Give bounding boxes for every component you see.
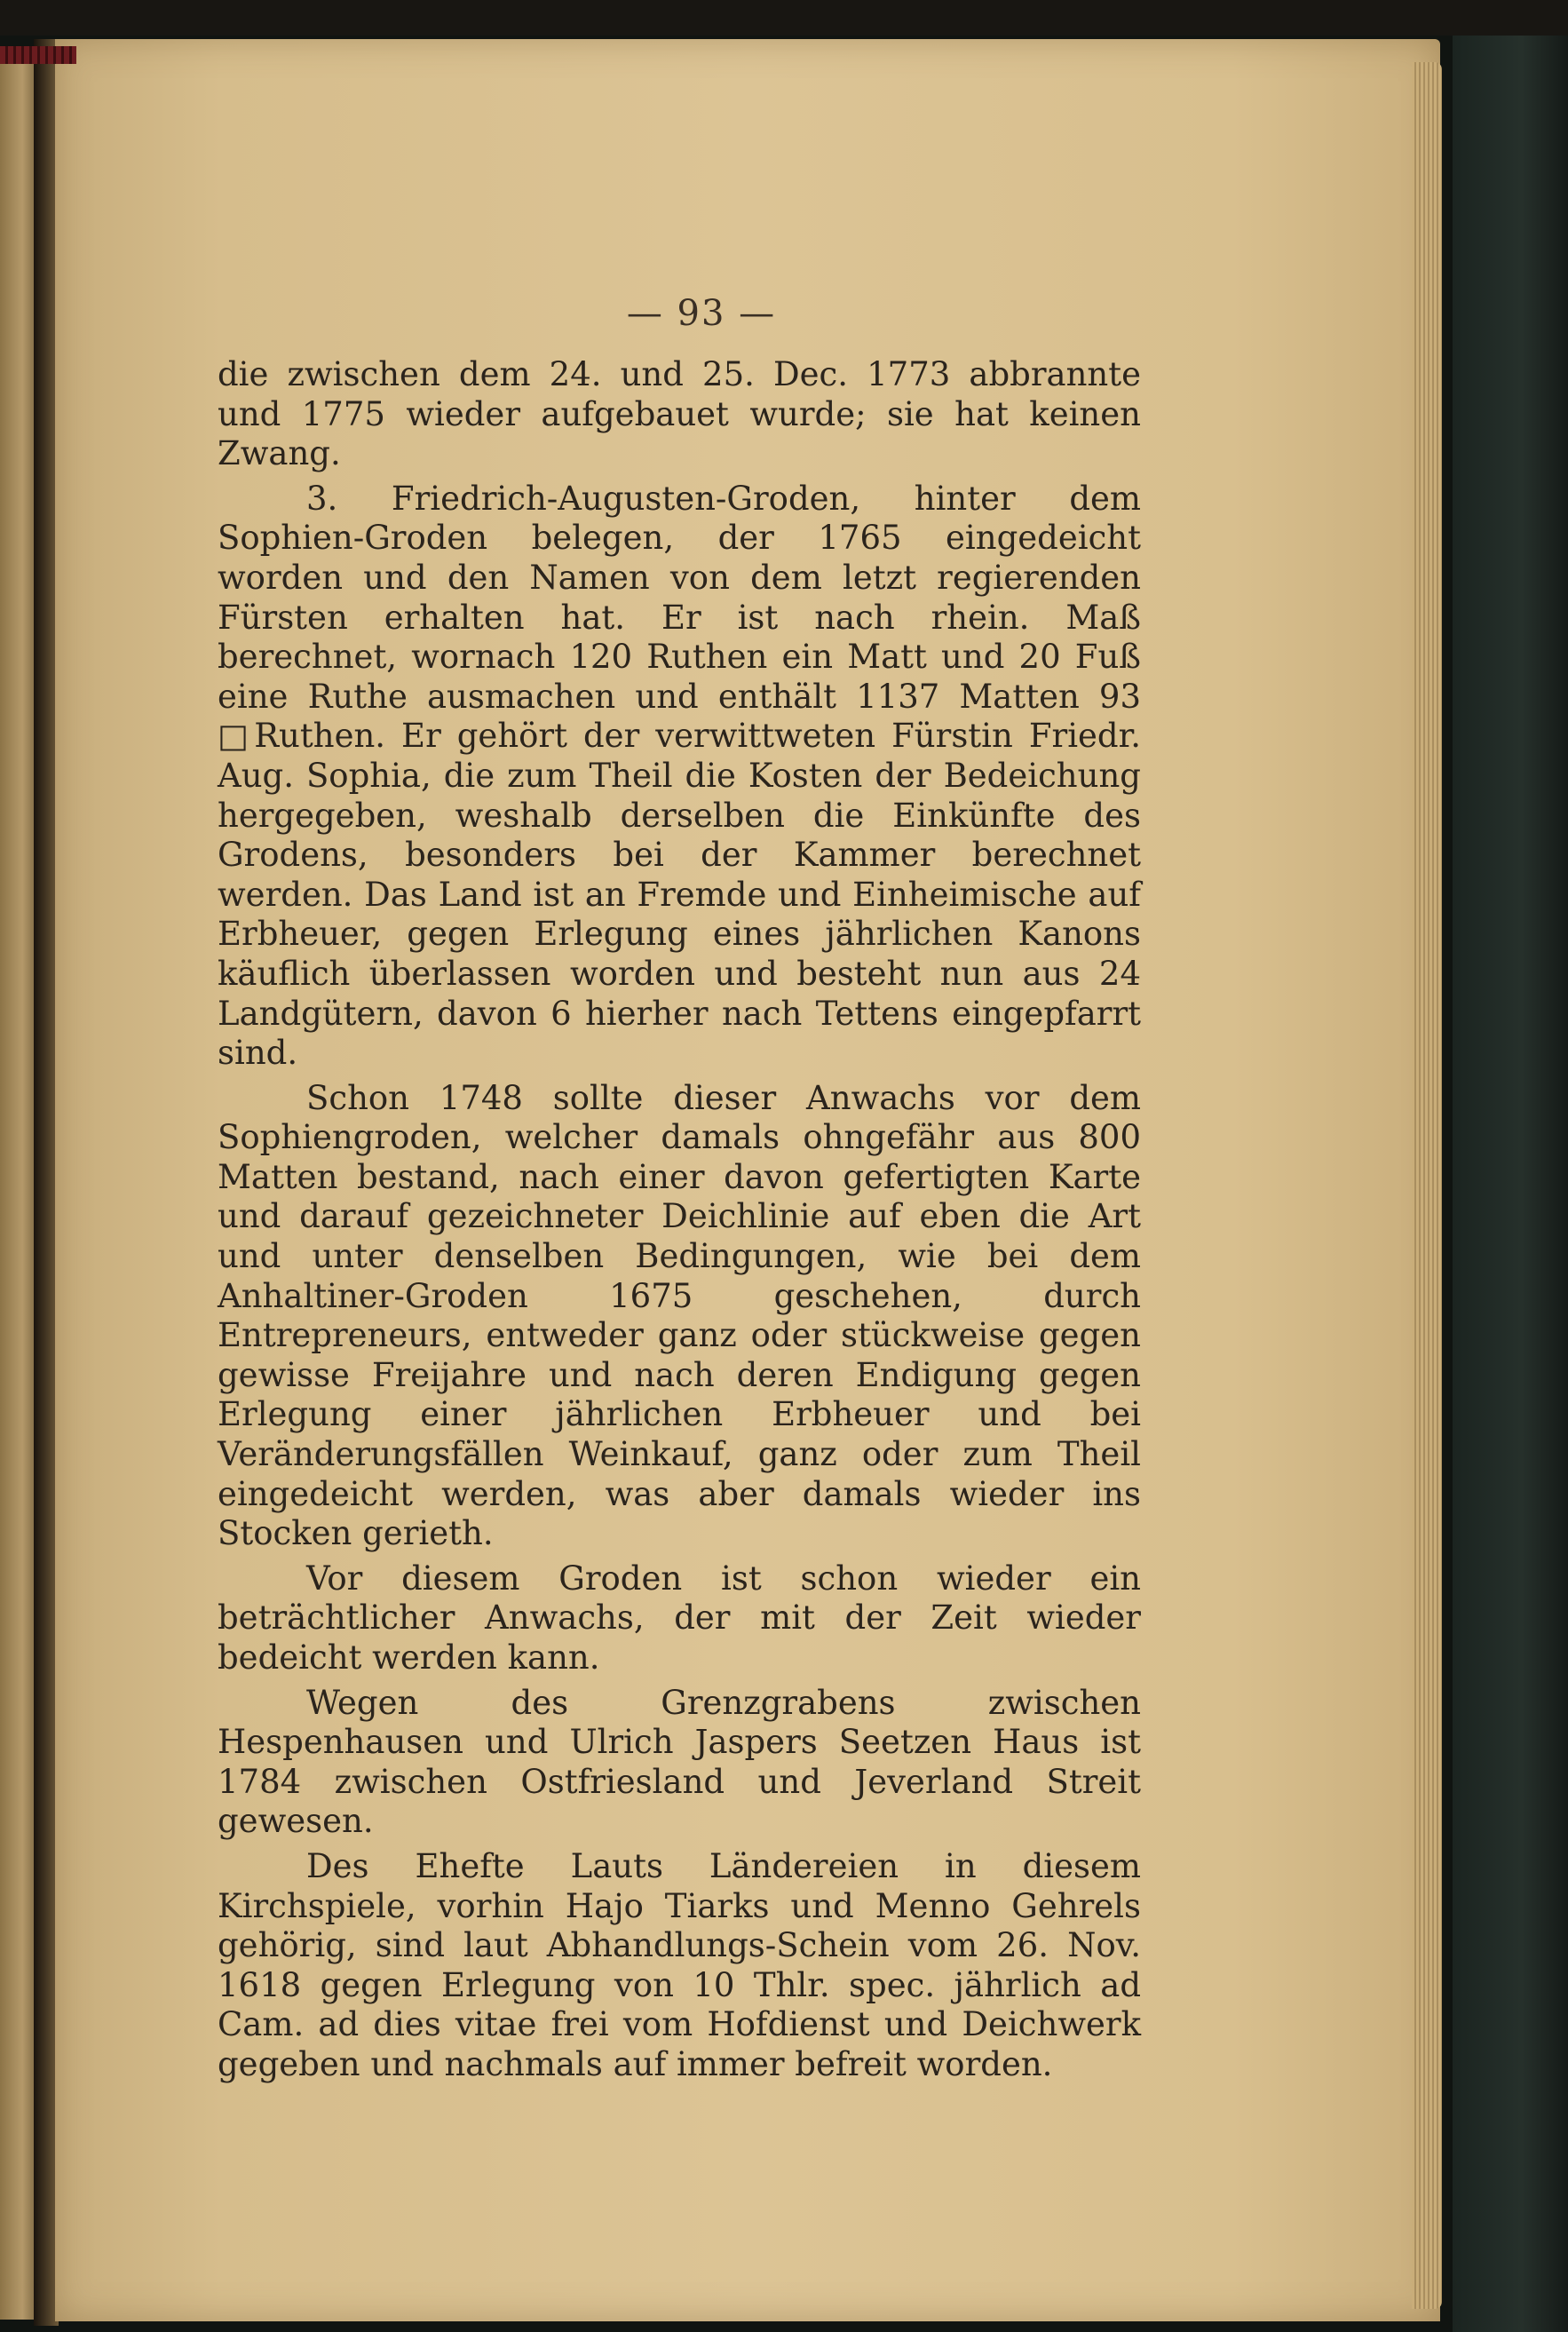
paragraph: 3. Friedrich-Augusten-Groden, hinter dem Sophien-Groden belegen, der 1765 eingedeicht worden und den Namen von dem letzt regierenden Fürsten erhalten hat. Er ist nach rhein. Maß berechnet, wornach 120 Ruthen ein Matt und 20 Fuß eine Ruthe ausmachen und enthält 1137 Matten 93 □Ruthen. Er gehört der verwittweten Fürstin Friedr. Aug. Sophia, die zum Theil die Kosten der Bedeichung hergegeben, weshalb derselben die Einkünfte des Grodens, besonders bei der Kammer berechnet werden. Das Land ist an Fremde und Einheimische auf Erbheuer, gegen Erlegung eines jährlichen Kanons käuflich überlassen worden und besteht nun aus 24 Landgütern, davon 6 hierher nach Tettens eingepfarrt sind. xyxy=(218,479,1141,1073)
page-body-text xyxy=(218,355,1141,2090)
bookmark-ribbon xyxy=(0,46,76,64)
left-page-edge xyxy=(0,46,37,2320)
cover-edge xyxy=(1453,36,1568,2332)
page-edges xyxy=(1412,62,1442,2309)
paragraph: die zwischen dem 24. und 25. Dec. 1773 abbrannte und 1775 wieder aufgebauet wurde; sie hat keinen Zwang. xyxy=(218,355,1141,473)
paragraph: Schon 1748 sollte dieser Anwachs vor dem Sophiengroden, welcher damals ohngefähr aus 800 Matten bestand, nach einer davon gefertigten Karte und darauf gezeichneter Deichlinie auf eben die Art und unter denselben Bedingungen, wie bei dem Anhaltiner-Groden 1675 geschehen, durch Entrepreneurs, entweder ganz oder stückweise gegen gewisse Freijahre und nach deren Endigung gegen Erlegung einer jährlichen Erbheuer und bei Veränderungsfällen Weinkauf, ganz oder zum Theil eingedeicht werden, was aber damals wieder ins Stocken gerieth. xyxy=(218,1078,1141,1553)
paragraph: Wegen des Grenzgrabens zwischen Hespenhausen und Ulrich Jaspers Seetzen Haus ist 1784 zwischen Ostfriesland und Jeverland Streit gewesen. xyxy=(218,1683,1141,1841)
paragraph: Des Ehefte Lauts Ländereien in diesem Kirchspiele, vorhin Hajo Tiarks und Menno Gehrels gehörig, sind laut Abhandlungs-Schein vom 26. Nov. 1618 gegen Erlegung von 10 Thlr. spec. jährlich ad Cam. ad dies vitae frei vom Hofdienst und Deichwerk gegeben und nachmals auf immer befreit worden. xyxy=(218,1846,1141,2083)
paragraph: Vor diesem Groden ist schon wieder ein beträchtlicher Anwachs, der mit der Zeit wieder bedeicht werden kann. xyxy=(218,1559,1141,1677)
page-number: — 93 — xyxy=(626,293,777,334)
